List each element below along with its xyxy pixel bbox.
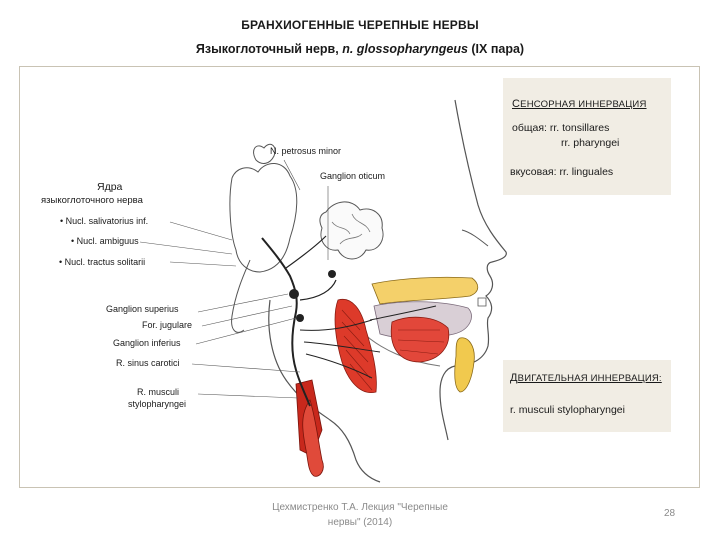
slide-title: БРАНХИОГЕННЫЕ ЧЕРЕПНЫЕ НЕРВЫ [241, 18, 479, 32]
ganglion-oticum-node [328, 270, 336, 278]
ganglion-inferius-node [296, 314, 304, 322]
leader-sinus [192, 364, 300, 372]
sublingual-gland [455, 338, 475, 392]
page-number: 28 [664, 508, 676, 519]
nuclei-title-2: языкоглоточного нерва [41, 195, 143, 206]
nucleus-salivatorius: • Nucl. salivatorius inf. [60, 216, 149, 226]
teeth-lower [478, 298, 486, 306]
brain-fold [232, 260, 250, 332]
leader-inferius [196, 318, 296, 344]
motor-heading: ДВИГАТЕЛЬНАЯ ИННЕРВАЦИЯ: [510, 372, 662, 384]
nucleus-ambiguus: • Nucl. ambiguus [71, 236, 139, 246]
leader-superius [198, 294, 288, 312]
subtitle-ru: Языкоглоточный нерв, [195, 42, 343, 56]
leader-nuclei [140, 222, 236, 266]
label-r-musculi: R. musculi [137, 387, 180, 397]
otic-branch [300, 280, 336, 300]
sensory-taste: вкусовая: rr. linguales [510, 166, 614, 178]
sensory-general: общая: rr. tonsillares [512, 122, 610, 134]
leader-musculi [198, 394, 298, 398]
footer-line-1: Цехмистренко Т.А. Лекция "Черепные [272, 502, 448, 513]
subtitle-latin: n. glossopharyngeus [342, 42, 468, 56]
palate [372, 277, 478, 304]
tonsil-muscle [391, 317, 449, 362]
parotid-gland [320, 202, 383, 259]
label-for-jugulare: For. jugulare [142, 320, 193, 330]
label-stylopharyngei: stylopharyngei [128, 399, 187, 409]
label-r-sinus-carotici: R. sinus carotici [116, 358, 180, 368]
label-ganglion-superius: Ganglion superius [106, 304, 179, 314]
label-petrosus-minor: N. petrosus minor [270, 146, 342, 156]
subtitle-pair: (IX пара) [467, 42, 525, 56]
face-outline [440, 100, 506, 440]
nuclei-title-1: Ядра [97, 181, 123, 193]
carotid-artery [303, 400, 324, 476]
footer-line-2: нервы" (2014) [327, 517, 393, 528]
petrosus-branch [286, 236, 326, 268]
nucleus-tractus-solitarii: • Nucl. tractus solitarii [59, 257, 146, 267]
label-ganglion-oticum: Ganglion oticum [320, 171, 386, 181]
motor-value: r. musculi stylopharyngei [510, 404, 625, 416]
footer-credit [250, 500, 470, 530]
brain-lobe-left [230, 163, 297, 272]
leader-jugulare [202, 306, 292, 326]
label-ganglion-inferius: Ganglion inferius [113, 338, 181, 348]
sensory-heading: СЕНСОРНАЯ ИННЕРВАЦИЯ [512, 98, 647, 110]
sensory-general-line2: rr. pharyngei [561, 137, 620, 149]
nostril [462, 230, 488, 246]
ganglion-superius-node [289, 289, 299, 299]
leader-petrosus [284, 160, 300, 190]
